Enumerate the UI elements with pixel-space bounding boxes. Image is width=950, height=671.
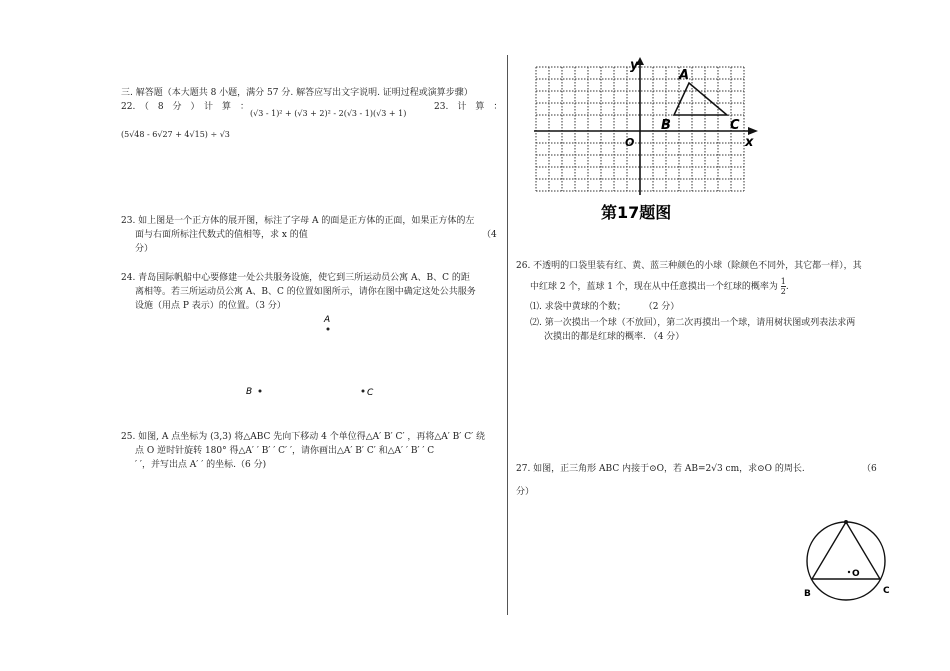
circle-o bbox=[807, 522, 885, 600]
q25-line1: 25. 如图, A 点坐标为 (3,3) 将△ABC 先向下移动 4 个单位得△A′ B′ C′ ，再将△A′ B′ C′ 绕 bbox=[121, 432, 485, 442]
center-dot bbox=[848, 571, 850, 573]
q24-point-c-label: C bbox=[367, 388, 374, 398]
q27-label-c: C bbox=[883, 586, 890, 596]
q23b-points-b: 分） bbox=[135, 244, 154, 254]
q23a-label: 23. 计 算 ： bbox=[434, 102, 503, 112]
q24-point-b-label: B bbox=[246, 387, 253, 397]
q24-point-a-label: A bbox=[324, 315, 331, 325]
q24-line1: 24. 青岛国际帆船中心要修建一处公共服务设施，使它到三所运动员公寓 A、B、C 的距 bbox=[121, 273, 470, 283]
q26-line2 bbox=[530, 277, 789, 296]
q24-point-a bbox=[327, 328, 330, 331]
x-axis-arrow-icon bbox=[748, 127, 758, 135]
q23b-line1: 23. 如上图是一个正方体的展开图，标注了字母 A 的面是正方体的正面，如果正方体的左 bbox=[121, 216, 475, 226]
q23b-line2: 面与右面所标注代数式的值相等，求 x 的值 bbox=[135, 230, 308, 240]
fig17-label-c: C bbox=[730, 118, 740, 133]
q26-line2-text: 中红球 2 个，蓝球 1 个，现在从中任意摸出一个红球的概率为 bbox=[530, 282, 778, 292]
q27-line1: 27. 如图，正三角形 ABC 内接于⊙O，若 AB=2√3 cm，求⊙O 的周长. bbox=[516, 464, 805, 474]
q24-line3: 设施（用点 P 表示）的位置。（3 分） bbox=[135, 301, 286, 311]
q25-line3: ′ ′，并写出点 A′ ′ 的坐标.（6 分) bbox=[135, 460, 267, 470]
q26-line1: 26. 不透明的口袋里装有红、黄、蓝三种颜色的小球（除颜色不同外，其它都一样），其 bbox=[516, 261, 862, 271]
q26-sub1: ⑴. 求袋中黄球的个数； （2 分） bbox=[530, 302, 680, 312]
q24-point-b bbox=[259, 390, 262, 393]
triangle-abc bbox=[674, 83, 727, 115]
q27-points-a: （6 bbox=[862, 464, 877, 474]
x-axis-label: x bbox=[745, 135, 754, 150]
column-divider bbox=[507, 55, 508, 615]
q27-points-b: 分） bbox=[516, 487, 535, 497]
q24-point-c bbox=[362, 390, 365, 393]
origin-label: O bbox=[625, 136, 635, 149]
y-axis-label: y bbox=[630, 58, 639, 73]
vertex-a-dot bbox=[844, 520, 848, 524]
fig17-label-a: A bbox=[679, 68, 690, 83]
q27-label-b: B bbox=[804, 589, 811, 599]
figure-17-grid bbox=[530, 55, 770, 225]
q26-sub2-line2: 次摸出的都是红球的概率. （4 分） bbox=[544, 332, 685, 342]
q22-label: 22. （ 8 分 ） 计 算 ： bbox=[121, 102, 250, 112]
q23b-points-a: （4 bbox=[482, 230, 497, 240]
fraction-numerator: 1 bbox=[780, 277, 786, 286]
center-o-label: O bbox=[852, 569, 860, 579]
fig17-label-b: B bbox=[661, 118, 671, 133]
q25-line2: 点 O 逆时针旋转 180° 得△A′ ′ B′ ′ C′ ′，请你画出△A′ B′ C′ 和△A′ ′ B′ ′ C bbox=[135, 446, 435, 456]
section-header: 三. 解答题（本大题共 8 小题，满分 57 分. 解答应写出文字说明. 证明过程或演算步骤） bbox=[121, 88, 473, 98]
figure-17-caption: 第17题图 bbox=[601, 203, 672, 222]
q24-points-figure bbox=[230, 310, 390, 405]
fraction-denominator: 2 bbox=[780, 287, 786, 296]
q24-line2: 离相等。若三所运动员公寓 A、B、C 的位置如图所示，请你在图中确定这处公共服务 bbox=[135, 287, 476, 297]
q26-line2-end: . bbox=[785, 282, 789, 292]
q23a-expression: (5√48 - 6√27 + 4√15) ÷ √3 bbox=[121, 130, 230, 139]
q26-sub2-line1: ⑵. 第一次摸出一个球（不放回），第二次再摸出一个球，请用树状图或列表法求两 bbox=[530, 318, 856, 328]
q22-expression: (√3 - 1)² + (√3 + 2)² - 2(√3 - 1)(√3 + 1) bbox=[250, 109, 407, 118]
q27-circle-figure bbox=[798, 515, 908, 605]
